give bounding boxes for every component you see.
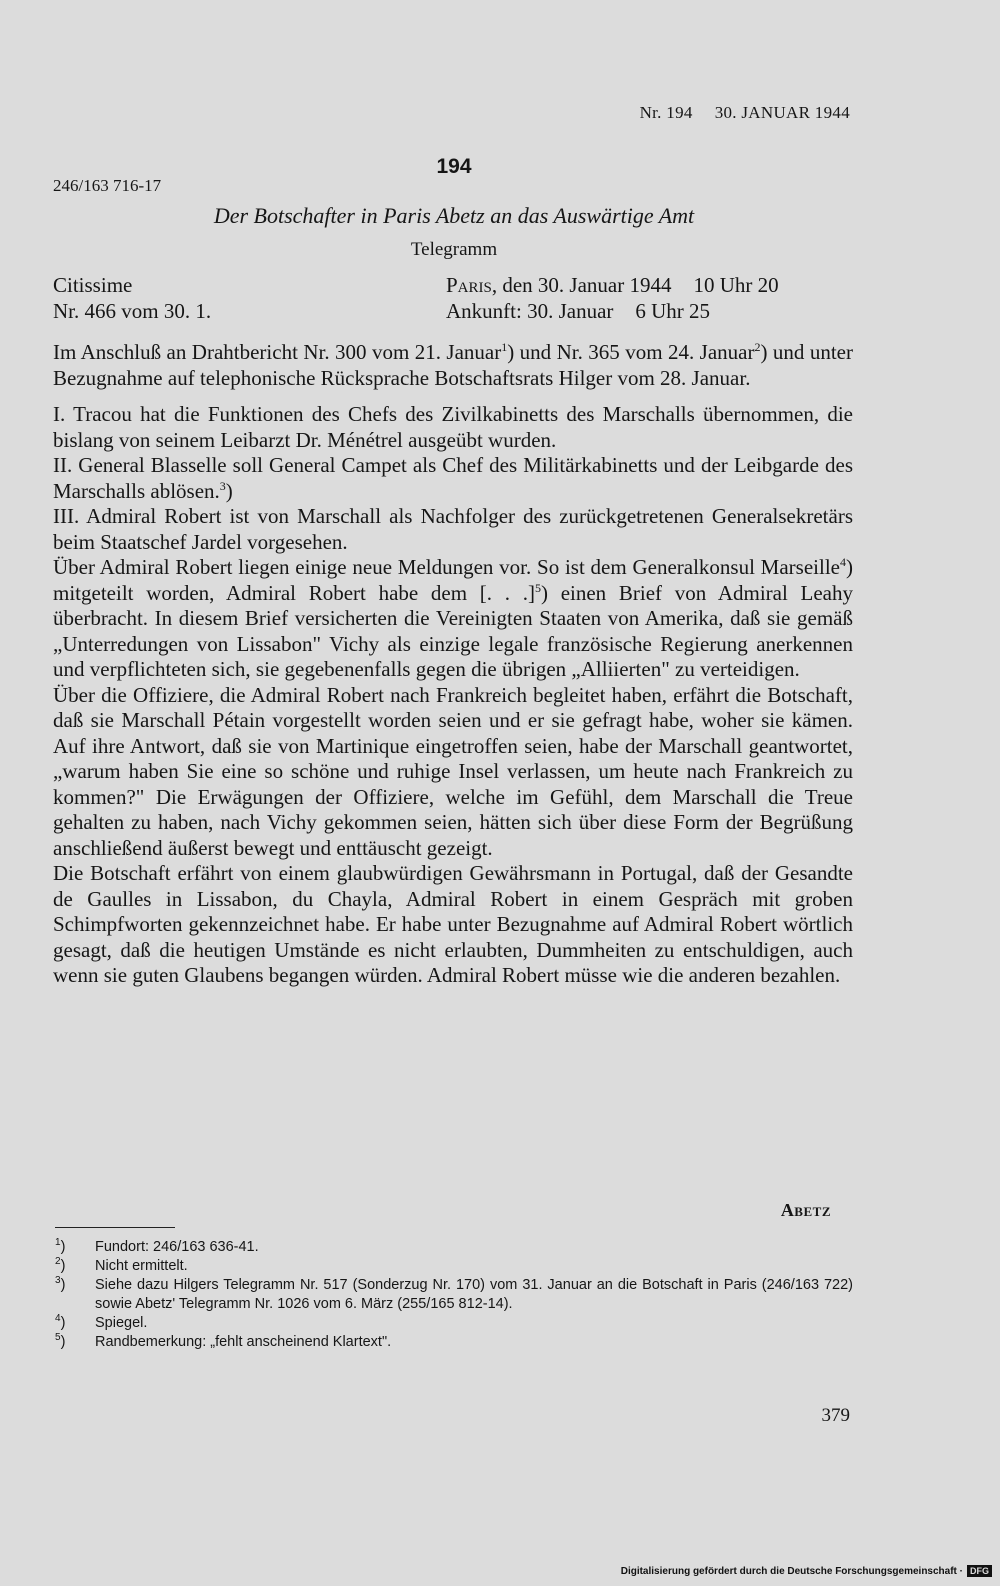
footnote-number: 4 bbox=[55, 1313, 61, 1325]
footnote: $^3$) Siehe dazu Hilgers Telegramm Nr. 517 (Sonderzug Nr. 170) vom 31. Januar an die Botschaft in Paris (246/163 722) sowie Abetz' Telegramm Nr. 1026 vom 6. März (255/165 812-14). bbox=[55, 1275, 853, 1312]
p4-text-2: ) mitgeteilt worden, Admiral Robert habe dem [. . .] bbox=[53, 555, 853, 605]
footnotes bbox=[53, 1238, 853, 1352]
footnote-number: 3 bbox=[55, 1275, 61, 1287]
signature: Abetz bbox=[780, 1200, 831, 1220]
footnote: $^5$) Randbemerkung: „fehlt anscheinend Klartext". bbox=[55, 1332, 392, 1350]
priority: Citissime bbox=[53, 273, 133, 297]
footnote-number: 2 bbox=[55, 1256, 61, 1268]
p4-text-3: ) einen Brief von Admiral Leahy überbracht. In diesem Brief versicherten die Vereinigten Staaten von Amerika, daß sie gemäß „Unterredungen von Lissabon" Vichy als einzige legale französische Regierung anerkennen und verpflichteten sich, sie gegebenenfalls gegen die übrigen „Alliierten" zu verteidigen. bbox=[53, 580, 853, 681]
footnote-text: Fundort: 246/163 636-41. bbox=[95, 1239, 259, 1255]
intro-text-3: ) und unter Bezugnahme auf telephonische Rücksprache Botschaftsrats Hilger vom 28. Januar. bbox=[53, 340, 853, 390]
footnote: $^4$) Spiegel. bbox=[55, 1313, 148, 1331]
footnote-divider bbox=[55, 1227, 175, 1228]
footnote-number: 5 bbox=[55, 1332, 61, 1344]
footnote-ref: 2 bbox=[754, 340, 761, 354]
p4-text-1: Über Admiral Robert liegen einige neue Meldungen vor. So ist dem Generalkonsul Marseille bbox=[53, 555, 840, 579]
document-title: Der Botschafter in Paris Abetz an das Auswärtige Amt bbox=[213, 203, 695, 228]
dfg-logo: DFG bbox=[967, 1565, 992, 1577]
place: Paris bbox=[446, 273, 492, 297]
credit-text: Digitalisierung gefördert durch die Deutsche Forschungsgemeinschaft · bbox=[620, 1565, 963, 1577]
arrival-time: 6 Uhr 25 bbox=[635, 299, 711, 323]
paragraph-3: III. Admiral Robert ist von Marschall als Nachfolger des zurückgetretenen Generalsekretärs beim Staatschef Jardel vorgesehen. bbox=[53, 504, 853, 554]
footnote-number: 1 bbox=[55, 1237, 61, 1249]
footnote-ref: 1 bbox=[501, 340, 508, 354]
header-date: 30. JANUAR 1944 bbox=[714, 103, 850, 122]
intro-text-1: Im Anschluß an Drahtbericht Nr. 300 vom 21. Januar bbox=[53, 340, 502, 364]
header-doc-ref: Nr. 194 bbox=[639, 103, 693, 122]
footnote: $^2$) Nicht ermittelt. bbox=[55, 1256, 188, 1274]
footnote-ref: 3 bbox=[219, 478, 226, 493]
footnote-ref: 5 bbox=[534, 580, 541, 595]
paragraph-5: Über die Offiziere, die Admiral Robert nach Frankreich begleitet haben, erfährt die Botschaft, daß sie Marschall Pétain vorgestellt worden seien und er sie gefragt habe, woher sie kämen. Auf ihre Antwort, daß sie von Martinique eingetroffen seien, habe der Marschall geantwortet, „warum haben Sie eine so schöne und ruhige Insel verlassen, um heute nach Frankreich zu kommen?" Die Erwägungen der Offiziere, welche im Gefühl, dem Marschall die Treue gehalten zu haben, nach Vichy gekommen seien, hätten sich über diese Form der Begrüßung anschließend äußerst bewegt und enttäuscht gezeigt. bbox=[53, 682, 853, 860]
footnote-text: Spiegel. bbox=[95, 1315, 148, 1331]
paragraph-4 bbox=[53, 555, 853, 683]
footnote-ref: 4 bbox=[840, 555, 846, 569]
paragraph-6: Die Botschaft erfährt von einem glaubwürdigen Gewährsmann in Portugal, daß der Gesandte de Gaulles in Lissabon, du Chayla, Admiral Robert in einem Gespräch mit groben Schimpfworten gekennzeichnet habe. Er habe unter Bezugnahme auf Admiral Robert wörtlich gesagt, daß die heutigen Umstände es nicht erlaubten, Dummheiten zu entschuldigen, auch wenn sie guten Glaubens begangen würden. Admiral Robert müsse wie die anderen bezahlen. bbox=[53, 861, 853, 987]
document-number: 194 bbox=[436, 155, 472, 178]
footnote: $^1$) Fundort: 246/163 636-41. bbox=[55, 1237, 259, 1255]
intro-text-2: ) und Nr. 365 vom 24. Januar bbox=[507, 340, 755, 364]
document-type: Telegramm bbox=[410, 239, 498, 260]
page-number: 379 bbox=[821, 1405, 850, 1426]
arrival: Ankunft: 30. Januar bbox=[446, 299, 614, 323]
paragraph-2 bbox=[53, 453, 853, 504]
footnote-text: Siehe dazu Hilgers Telegramm Nr. 517 (Sonderzug Nr. 170) vom 31. Januar an die Botschaft in Paris (246/163 722) sowie Abetz' Telegramm Nr. 1026 vom 6. März (255/165 812-14). bbox=[95, 1277, 853, 1312]
footnote-text: Randbemerkung: „fehlt anscheinend Klartext". bbox=[95, 1334, 392, 1350]
p2-text-2: ) bbox=[225, 478, 233, 503]
sent-time: 10 Uhr 20 bbox=[693, 273, 779, 297]
footnote-text: Nicht ermittelt. bbox=[95, 1258, 188, 1274]
p2-text-1: II. General Blasselle soll General Campet als Chef des Militärkabinetts und der Leibgarde des Marschalls ablösen. bbox=[53, 453, 853, 503]
file-number: 246/163 716-17 bbox=[53, 176, 162, 195]
document-body bbox=[53, 340, 853, 989]
intro-paragraph bbox=[53, 340, 853, 391]
telegram-number: Nr. 466 vom 30. 1. bbox=[53, 299, 212, 323]
telegram-meta bbox=[53, 272, 853, 324]
paragraph-1: I. Tracou hat die Funktionen des Chefs des Zivilkabinetts des Marschalls übernommen, die bislang von seinem Leibarzt Dr. Ménétrel ausgeübt wurden. bbox=[53, 402, 853, 452]
running-header bbox=[520, 103, 850, 123]
sent-date: , den 30. Januar 1944 bbox=[491, 273, 672, 297]
digitization-credit bbox=[621, 1565, 992, 1577]
